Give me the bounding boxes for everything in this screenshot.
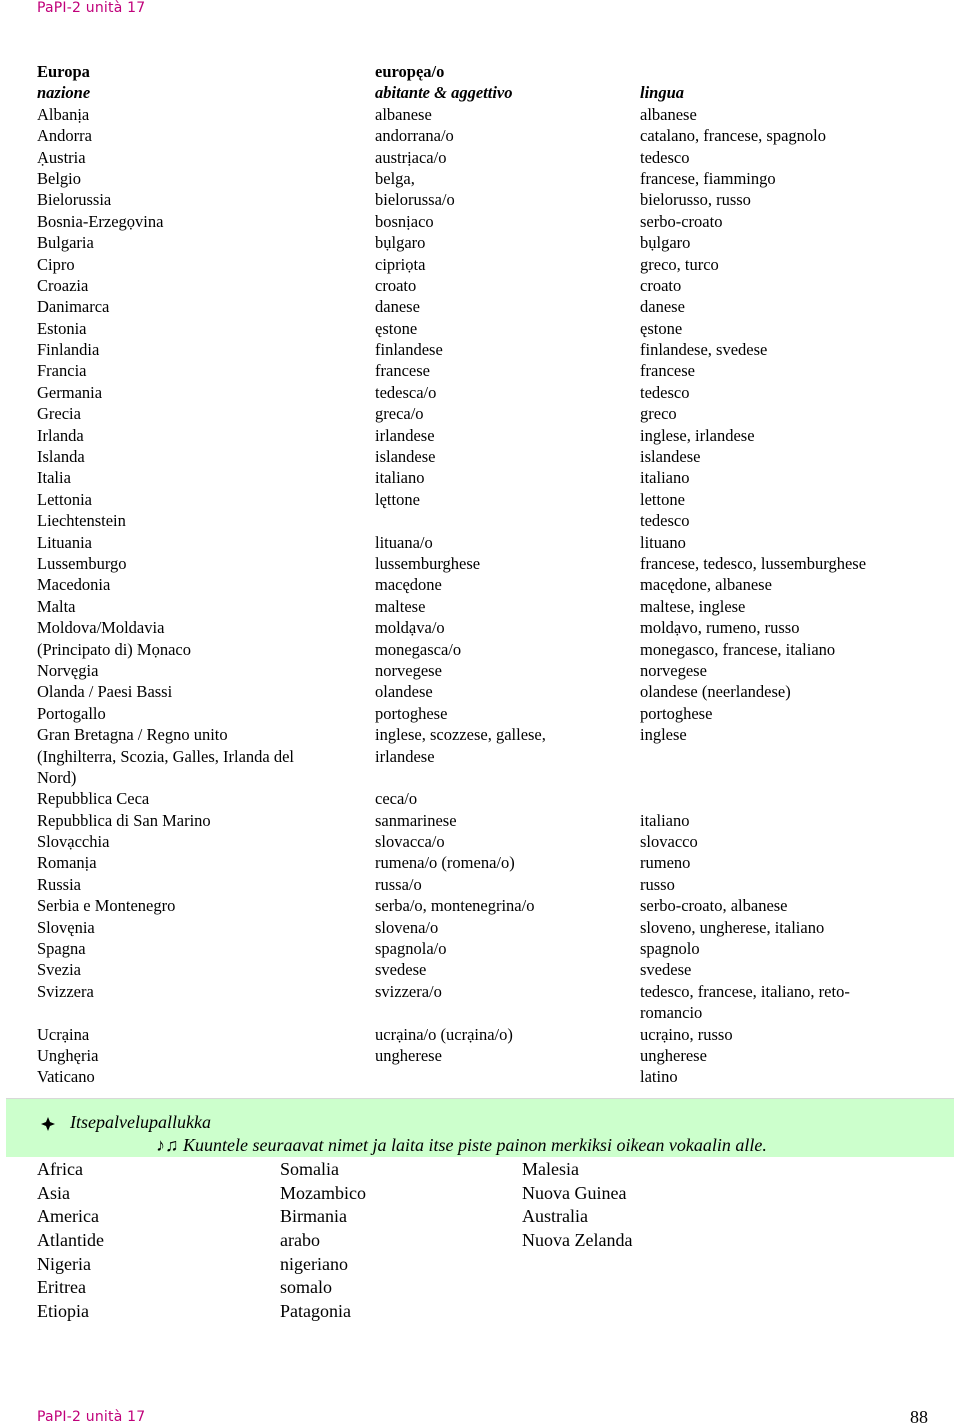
adjective-cell: islandese (375, 447, 436, 467)
adjective-cell: andorrana/o (375, 126, 454, 146)
adjective-cell: serba/o, montenegrina/o (375, 896, 535, 916)
country-cell: Portogallo (37, 703, 106, 723)
adjective-cell: lussemburghese (375, 553, 481, 573)
table-row (37, 981, 937, 1024)
language-cell: norvegese (640, 660, 707, 680)
table-row (37, 917, 937, 938)
table-row (37, 168, 937, 189)
adjective-cell: italiano (375, 468, 425, 488)
table-row (37, 895, 937, 916)
language-cell: slovacco (640, 832, 698, 852)
country-cell: Lussemburgo (37, 553, 127, 573)
table-row (37, 446, 937, 467)
adjective-cell: bielorussa/o (375, 190, 455, 210)
country-cell: Lettonia (37, 489, 92, 509)
table-row (37, 211, 937, 232)
adjective-cell: inglese, scozzese, gallese, irlandese (375, 725, 546, 766)
table-row (37, 147, 937, 168)
table-row (37, 339, 937, 360)
word-item: Atlantide (37, 1230, 104, 1251)
language-cell: croato (640, 275, 682, 295)
table-row (37, 467, 937, 488)
language-cell: serbo-croato (640, 211, 723, 231)
word-item: Malesia (522, 1159, 579, 1179)
language-cell: serbo-croato, albanese (640, 896, 788, 916)
table-row (37, 425, 937, 446)
language-cell: ęstone (640, 318, 683, 338)
language-cell: monegasco, francese, italiano (640, 639, 836, 659)
country-cell: Nord) (37, 767, 77, 787)
country-cell: Belgio (37, 168, 81, 188)
country-cell: Macedonia (37, 575, 111, 595)
country-cell: Liechtenstein (37, 511, 126, 531)
language-cell: finlandese, svedese (640, 340, 768, 360)
table-row (37, 703, 937, 724)
language-cell: francese (640, 361, 695, 381)
word-column-3 (522, 1158, 632, 1253)
table-row (37, 938, 937, 959)
country-cell: Italia (37, 468, 71, 488)
country-cell: Andorra (37, 126, 92, 146)
page-number: 88 (910, 1407, 928, 1427)
country-cell: Danimarca (37, 297, 110, 317)
language-cell: italiano (640, 468, 690, 488)
adjective-cell: olandese (375, 682, 433, 702)
language-cell: tedesco (640, 382, 690, 402)
language-cell: spagnolo (640, 939, 700, 959)
language-cell: italiano (640, 810, 690, 830)
country-cell: Olanda / Paesi Bassi (37, 682, 173, 702)
country-cell: Romanịa (37, 853, 97, 873)
country-cell: Albanịa (37, 104, 90, 124)
adjective-cell: rumena/o (romena/o) (375, 853, 515, 873)
country-cell: Lituania (37, 532, 92, 552)
table-row (37, 724, 937, 767)
country-cell: Svizzera (37, 981, 94, 1001)
language-cell: olandese (neerlandese) (640, 682, 791, 702)
adjective-cell: danese (375, 297, 420, 317)
country-cell: Irlanda (37, 425, 84, 445)
language-cell: greco (640, 404, 677, 424)
diamond-bullet-icon (40, 1116, 56, 1132)
table-row (37, 1045, 937, 1066)
adjective-cell: russa/o (375, 874, 422, 894)
language-cell: macędone, albanese (640, 575, 772, 595)
word-item: Nuova Guinea (522, 1182, 627, 1203)
table-title: Europa (37, 62, 90, 81)
country-cell: Unghęria (37, 1046, 99, 1065)
adjective-cell: svizzera/o (375, 981, 442, 1001)
table-row (37, 510, 937, 531)
word-item: Asia (37, 1182, 70, 1203)
table-row (37, 1066, 937, 1087)
adjective-cell: croato (375, 275, 417, 295)
country-cell: Repubblica Ceca (37, 789, 150, 809)
country-cell: Slovạcchia (37, 832, 110, 852)
adjective-cell: moldạva/o (375, 618, 445, 638)
table-row (37, 959, 937, 980)
country-cell: Croazia (37, 275, 89, 295)
exercise-title-line (40, 1112, 211, 1133)
language-cell: francese, tedesco, lussemburghese (640, 553, 867, 573)
language-cell: tedesco (640, 511, 690, 531)
country-cell: Gran Bretagna / Regno unito (Inghilterra, Scozia, Galles, Irlanda del (37, 725, 295, 766)
table-title-row (37, 61, 937, 82)
country-cell: Svezia (37, 960, 81, 980)
country-cell: Ạustria (37, 147, 86, 167)
country-cell: Repubblica di San Marino (37, 810, 211, 830)
adjective-cell: bosnịaco (375, 211, 434, 231)
table-row (37, 874, 937, 895)
column-header-nazione: nazione (37, 83, 91, 103)
adjective-cell: monegasca/o (375, 639, 462, 659)
country-cell: Moldova/Moldavia (37, 618, 165, 638)
language-cell: portoghese (640, 703, 713, 723)
table-row (37, 189, 937, 210)
table-title-adjective: europęa/o (375, 62, 445, 81)
adjective-cell: sanmarinese (375, 810, 457, 830)
adjective-cell: spagnola/o (375, 939, 447, 959)
adjective-cell: cipriọta (375, 254, 426, 274)
country-cell: Serbia e Montenegro (37, 896, 176, 916)
adjective-cell: bụlgaro (375, 233, 426, 253)
language-cell: albanese (640, 104, 697, 124)
adjective-cell: greca/o (375, 404, 424, 424)
adjective-cell: maltese (375, 596, 426, 616)
language-cell: catalano, francese, spagnolo (640, 126, 826, 146)
language-cell: tedesco, francese, italiano, reto- romancio (640, 981, 850, 1023)
table-row (37, 125, 937, 146)
country-cell: Grecia (37, 404, 81, 424)
country-cell: Germania (37, 382, 103, 402)
word-item: America (37, 1206, 99, 1227)
language-cell: islandese (640, 447, 701, 467)
word-item: Birmania (280, 1206, 347, 1227)
word-item: somalo (280, 1277, 332, 1298)
country-cell: Bielorussia (37, 190, 112, 210)
adjective-cell: francese (375, 361, 430, 381)
adjective-cell: macędone (375, 575, 442, 595)
language-cell: moldạvo, rumeno, russo (640, 618, 800, 638)
language-cell: bụlgaro (640, 233, 691, 253)
table-row (37, 831, 937, 852)
adjective-cell: slovena/o (375, 917, 439, 937)
country-cell: Vaticano (37, 1067, 95, 1087)
adjective-cell: ęstone (375, 318, 418, 338)
country-cell: Russia (37, 874, 82, 894)
adjective-cell: slovacca/o (375, 832, 445, 852)
music-notes-icon: ♪♫ (156, 1135, 179, 1155)
table-row (37, 660, 937, 681)
table-row (37, 788, 937, 809)
language-cell: maltese, inglese (640, 596, 746, 616)
adjective-cell: lituana/o (375, 532, 433, 552)
table-row (37, 532, 937, 553)
adjective-cell: svedese (375, 960, 427, 980)
page-footer: PaPI-2 unità 17 (37, 1409, 146, 1425)
adjective-cell: tedesca/o (375, 382, 437, 402)
word-item: Etiopia (37, 1301, 89, 1322)
country-cell: Bulgaria (37, 233, 94, 253)
language-cell: svedese (640, 960, 692, 980)
word-item: Nigeria (37, 1253, 91, 1274)
country-cell: Islanda (37, 447, 85, 467)
word-item: Australia (522, 1206, 588, 1227)
language-cell: inglese (640, 725, 687, 745)
table-row (37, 1024, 937, 1045)
word-item: Mozambico (280, 1182, 366, 1203)
table-row (37, 318, 937, 339)
language-cell: bielorusso, russo (640, 190, 751, 210)
table-row (37, 574, 937, 595)
adjective-cell: norvegese (375, 660, 442, 680)
table-row (37, 617, 937, 638)
word-column-2 (280, 1158, 366, 1324)
table-row (37, 810, 937, 831)
word-item: Africa (37, 1159, 83, 1179)
adjective-cell: ucrạina/o (ucrạina/o) (375, 1024, 513, 1044)
adjective-cell: irlandese (375, 425, 435, 445)
adjective-cell: austrịaca/o (375, 147, 447, 167)
adjective-cell: portoghese (375, 703, 448, 723)
word-item: Nuova Zelanda (522, 1230, 633, 1251)
table-body (37, 104, 937, 1088)
language-cell: tedesco (640, 147, 690, 167)
adjective-cell: lęttone (375, 489, 420, 509)
adjective-cell: belga, (375, 168, 415, 188)
country-cell: Norvęgia (37, 660, 99, 680)
language-cell: ungherese (640, 1046, 707, 1065)
country-cell: Spagna (37, 939, 86, 959)
country-cell: Bosnia-Erzegọvina (37, 211, 164, 231)
adjective-cell: ceca/o (375, 789, 418, 809)
table-row (37, 104, 937, 125)
language-cell: latino (640, 1067, 678, 1087)
language-cell: greco, turco (640, 254, 719, 274)
exercise-instruction: Kuuntele seuraavat nimet ja laita itse piste painon merkiksi oikean vokaalin alle. (183, 1135, 767, 1155)
language-cell: lettone (640, 489, 685, 509)
table-row (37, 489, 937, 510)
country-cell: Cipro (37, 254, 75, 274)
page-header: PaPI-2 unità 17 (37, 0, 146, 16)
table-row (37, 852, 937, 873)
word-item: arabo (280, 1230, 320, 1251)
country-cell: Francia (37, 361, 87, 381)
adjective-cell: albanese (375, 104, 432, 124)
language-cell: russo (640, 874, 675, 894)
language-cell: danese (640, 297, 685, 317)
table-row (37, 553, 937, 574)
word-item: nigeriano (280, 1253, 348, 1274)
language-cell: ucrạino, russo (640, 1024, 733, 1044)
exercise-instruction-line (156, 1135, 767, 1156)
table-header-row (37, 82, 937, 103)
table-row (37, 681, 937, 702)
adjective-cell: finlandese (375, 340, 443, 360)
table-row (37, 596, 937, 617)
word-column-1 (37, 1158, 104, 1324)
table-row (37, 382, 937, 403)
table-row (37, 275, 937, 296)
country-cell: Finlandia (37, 340, 100, 360)
column-header-abitante: abitante & aggettivo (375, 83, 513, 103)
country-cell: Slovęnia (37, 917, 95, 937)
word-item: Patagonia (280, 1301, 351, 1322)
word-item: Eritrea (37, 1277, 86, 1298)
table-row (37, 360, 937, 381)
language-cell: rumeno (640, 853, 691, 873)
exercise-title: Itsepalvelupallukka (70, 1112, 211, 1132)
table-row (37, 403, 937, 424)
table-row (37, 232, 937, 253)
language-cell: francese, fiammingo (640, 168, 776, 188)
country-cell: (Principato di) Mọnaco (37, 639, 191, 659)
table-row (37, 296, 937, 317)
adjective-cell: ungherese (375, 1046, 442, 1065)
country-cell: Estonia (37, 318, 87, 338)
table-row (37, 639, 937, 660)
language-cell: inglese, irlandese (640, 425, 755, 445)
word-item: Somalia (280, 1159, 339, 1179)
column-header-lingua: lingua (640, 83, 685, 103)
language-cell: sloveno, ungherese, italiano (640, 917, 825, 937)
language-cell: lituano (640, 532, 686, 552)
country-cell: Malta (37, 596, 76, 616)
table-row (37, 767, 937, 788)
country-cell: Ucrạina (37, 1024, 90, 1044)
table-row (37, 254, 937, 275)
country-table (37, 61, 937, 1088)
